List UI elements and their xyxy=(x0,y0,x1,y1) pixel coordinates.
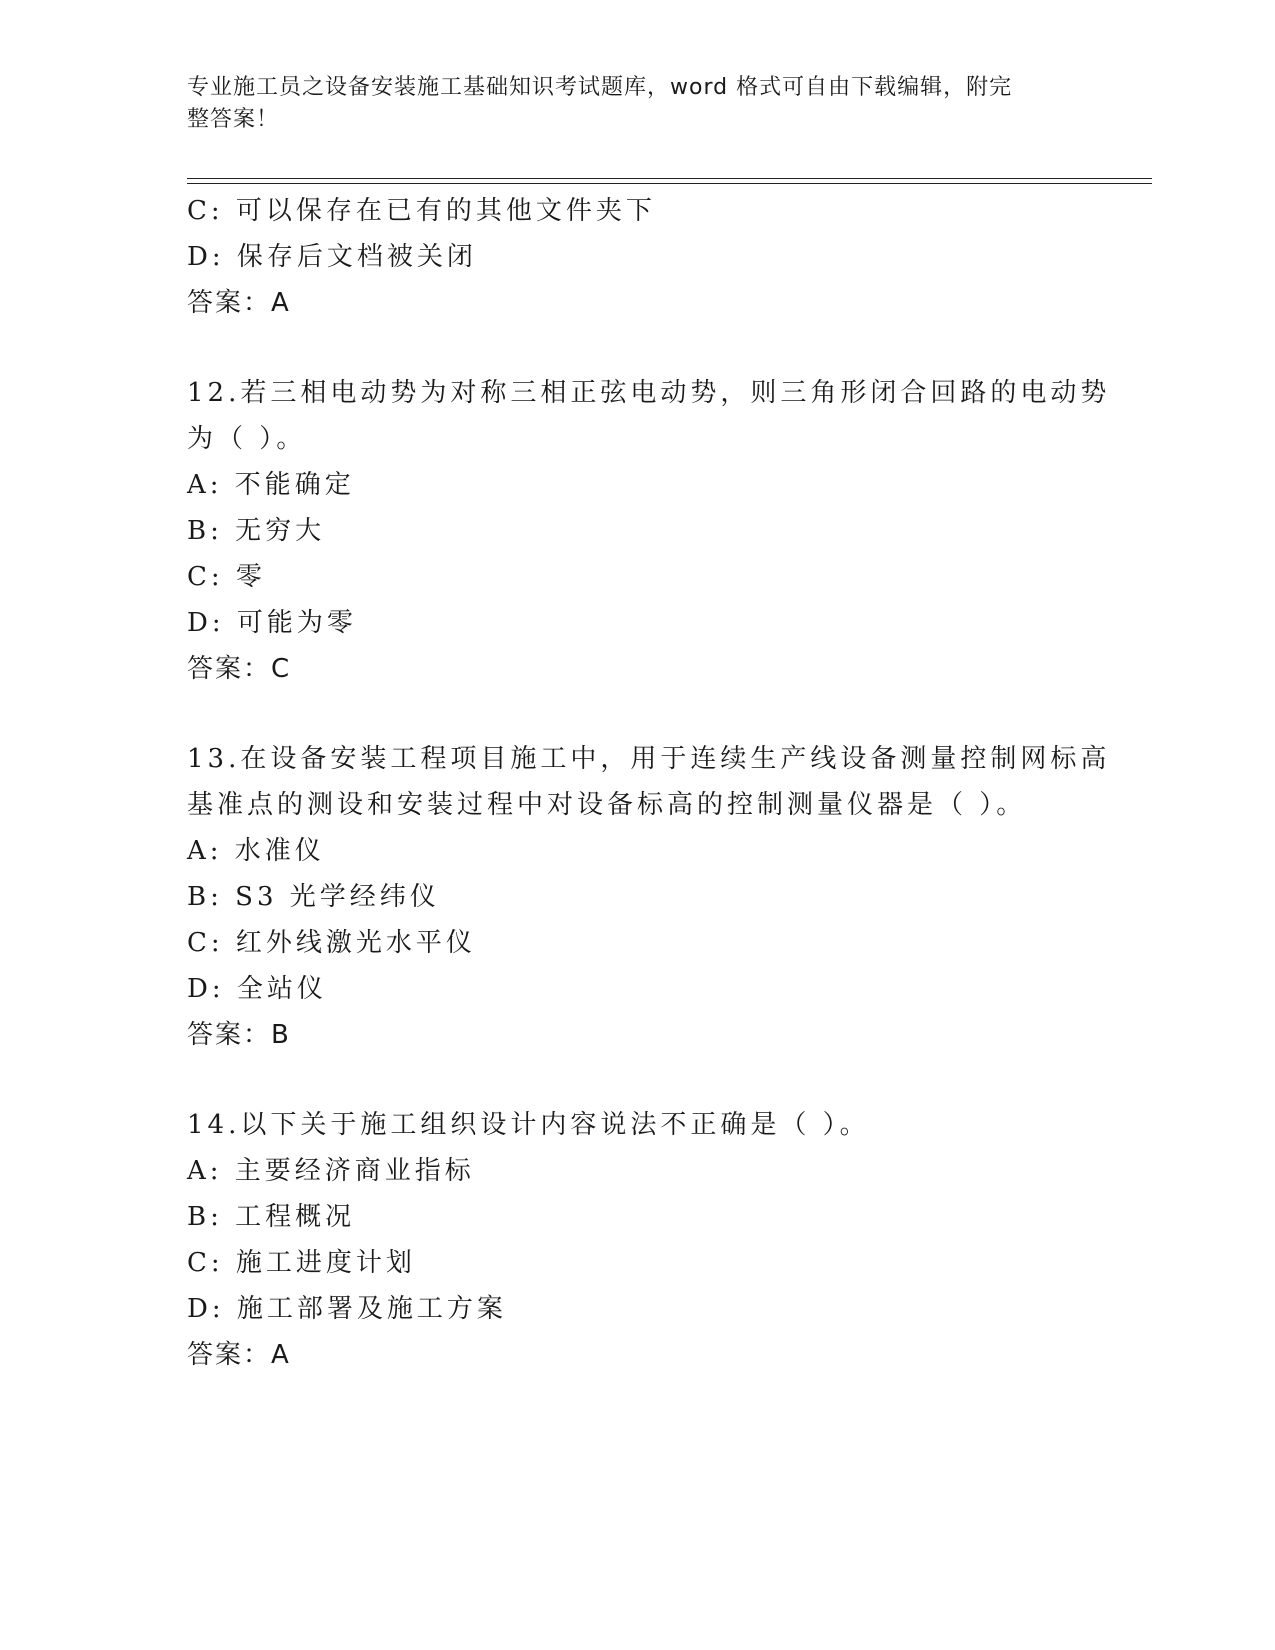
option-c: C: 红外线激光水平仪 xyxy=(187,928,476,958)
answer-line: 答案：A xyxy=(187,1340,291,1370)
answer-line: 答案：B xyxy=(187,1020,291,1050)
option-d: D: 全站仪 xyxy=(187,974,327,1004)
option-c: C: 可以保存在已有的其他文件夹下 xyxy=(187,196,656,226)
option-d: D: 施工部署及施工方案 xyxy=(187,1294,507,1324)
question-11-continued xyxy=(187,188,1087,326)
option-a: A: 水准仪 xyxy=(187,836,325,866)
option-a: A: 主要经济商业指标 xyxy=(187,1156,475,1186)
question-13 xyxy=(187,736,1111,1058)
header-title-line-1: 专业施工员之设备安装施工基础知识考试题库，word 格式可自由下载编辑，附完 xyxy=(187,75,1013,100)
question-list xyxy=(187,188,1111,1378)
question-stem: 基准点的测设和安装过程中对设备标高的控制测量仪器是（ ）。 xyxy=(187,790,1027,820)
option-d: D: 可能为零 xyxy=(187,608,357,638)
option-b: B: S3 光学经纬仪 xyxy=(187,882,440,912)
option-c: C: 零 xyxy=(187,562,266,592)
header-divider-bottom xyxy=(187,183,1152,184)
option-b: B: 工程概况 xyxy=(187,1202,356,1232)
option-d: D: 保存后文档被关闭 xyxy=(187,242,477,272)
spacer xyxy=(187,1058,1087,1102)
question-12 xyxy=(187,370,1111,692)
question-stem: 12.若三相电动势为对称三相正弦电动势，则三角形闭合回路的电动势 xyxy=(187,378,1111,408)
spacer xyxy=(187,692,1087,736)
option-b: B: 无穷大 xyxy=(187,516,326,546)
question-14 xyxy=(187,1102,1087,1378)
option-a: A: 不能确定 xyxy=(187,470,355,500)
answer-line: 答案：C xyxy=(187,654,292,684)
question-stem: 为（ ）。 xyxy=(187,424,307,454)
document-header xyxy=(187,72,1067,136)
header-title-line-2: 整答案！ xyxy=(187,107,280,132)
header-divider-top xyxy=(187,178,1152,179)
option-c: C: 施工进度计划 xyxy=(187,1248,416,1278)
spacer xyxy=(187,326,1087,370)
question-stem: 13.在设备安装工程项目施工中，用于连续生产线设备测量控制网标高 xyxy=(187,744,1111,774)
question-stem: 14.以下关于施工组织设计内容说法不正确是（ ）。 xyxy=(187,1110,870,1140)
answer-line: 答案：A xyxy=(187,288,291,318)
